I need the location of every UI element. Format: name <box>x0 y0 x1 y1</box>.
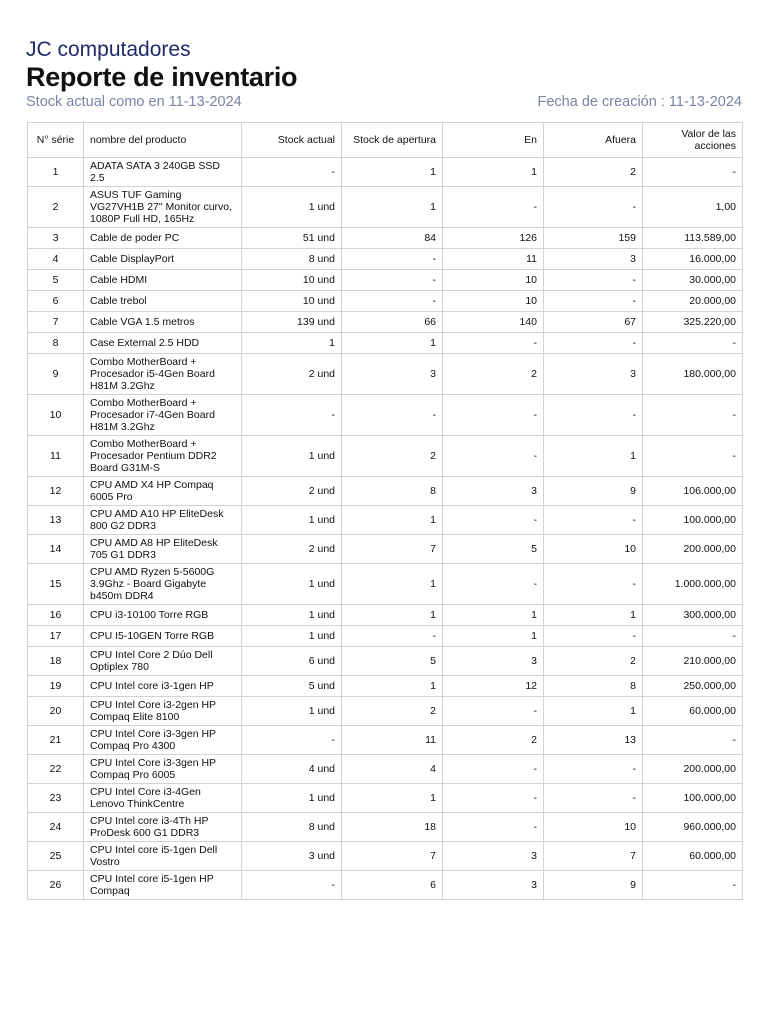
cell-out: 9 <box>544 477 643 506</box>
cell-serial: 6 <box>28 291 84 312</box>
cell-serial: 5 <box>28 270 84 291</box>
cell-product-name: CPU i3-10100 Torre RGB <box>84 605 242 626</box>
cell-current-stock: 3 und <box>242 842 342 871</box>
cell-opening-stock: 1 <box>342 187 443 228</box>
cell-out: 8 <box>544 676 643 697</box>
cell-opening-stock: 1 <box>342 333 443 354</box>
cell-serial: 11 <box>28 436 84 477</box>
cell-stock-value: 16.000,00 <box>643 249 743 270</box>
cell-opening-stock: 2 <box>342 697 443 726</box>
table-row <box>28 270 743 291</box>
cell-current-stock: 1 <box>242 333 342 354</box>
cell-product-name: Cable trebol <box>84 291 242 312</box>
table-row <box>28 605 743 626</box>
inventory-table <box>27 122 743 900</box>
cell-current-stock: 1 und <box>242 187 342 228</box>
cell-current-stock: 2 und <box>242 354 342 395</box>
table-row <box>28 626 743 647</box>
cell-in: - <box>443 187 544 228</box>
cell-stock-value: 30.000,00 <box>643 270 743 291</box>
cell-serial: 2 <box>28 187 84 228</box>
cell-opening-stock: 1 <box>342 564 443 605</box>
cell-product-name: CPU Intel Core i3-2gen HP Compaq Elite 8100 <box>84 697 242 726</box>
cell-stock-value: - <box>643 871 743 900</box>
cell-out: - <box>544 291 643 312</box>
cell-opening-stock: - <box>342 626 443 647</box>
table-row <box>28 395 743 436</box>
cell-in: - <box>443 784 544 813</box>
column-header-current-stock: Stock actual <box>242 123 342 158</box>
cell-serial: 7 <box>28 312 84 333</box>
cell-out: 7 <box>544 842 643 871</box>
table-row <box>28 312 743 333</box>
table-row <box>28 784 743 813</box>
cell-stock-value: 60.000,00 <box>643 697 743 726</box>
cell-product-name: CPU Intel Core i3-3gen HP Compaq Pro 6005 <box>84 755 242 784</box>
cell-serial: 18 <box>28 647 84 676</box>
cell-current-stock: 1 und <box>242 506 342 535</box>
cell-stock-value: - <box>643 436 743 477</box>
table-row <box>28 506 743 535</box>
cell-in: 3 <box>443 647 544 676</box>
cell-product-name: CPU Intel core i5-1gen HP Compaq <box>84 871 242 900</box>
cell-serial: 16 <box>28 605 84 626</box>
cell-opening-stock: - <box>342 395 443 436</box>
table-row <box>28 726 743 755</box>
table-row <box>28 158 743 187</box>
cell-in: 5 <box>443 535 544 564</box>
cell-product-name: ASUS TUF Gaming VG27VH1B 27" Monitor curvo, 1080P Full HD, 165Hz <box>84 187 242 228</box>
cell-opening-stock: 1 <box>342 158 443 187</box>
cell-in: - <box>443 395 544 436</box>
cell-opening-stock: 2 <box>342 436 443 477</box>
table-row <box>28 535 743 564</box>
cell-product-name: CPU Intel core i3-4Th HP ProDesk 600 G1 DDR3 <box>84 813 242 842</box>
cell-out: 1 <box>544 436 643 477</box>
cell-product-name: CPU AMD Ryzen 5-5600G 3.9Ghz - Board Gigabyte b450m DDR4 <box>84 564 242 605</box>
cell-in: - <box>443 813 544 842</box>
cell-serial: 24 <box>28 813 84 842</box>
cell-opening-stock: 18 <box>342 813 443 842</box>
stock-as-of-date: Stock actual como en 11-13-2024 <box>26 94 242 110</box>
cell-out: 2 <box>544 647 643 676</box>
cell-in: 2 <box>443 354 544 395</box>
column-header-product-name: nombre del producto <box>84 123 242 158</box>
cell-opening-stock: 66 <box>342 312 443 333</box>
cell-in: 1 <box>443 626 544 647</box>
cell-out: - <box>544 626 643 647</box>
cell-stock-value: 1,00 <box>643 187 743 228</box>
cell-serial: 23 <box>28 784 84 813</box>
cell-stock-value: 250.000,00 <box>643 676 743 697</box>
cell-out: - <box>544 187 643 228</box>
cell-serial: 4 <box>28 249 84 270</box>
cell-product-name: Combo MotherBoard + Procesador i7-4Gen Board H81M 3.2Ghz <box>84 395 242 436</box>
cell-serial: 14 <box>28 535 84 564</box>
cell-product-name: CPU Intel Core i3-3gen HP Compaq Pro 4300 <box>84 726 242 755</box>
cell-opening-stock: 1 <box>342 506 443 535</box>
cell-opening-stock: 3 <box>342 354 443 395</box>
table-row <box>28 564 743 605</box>
cell-product-name: Combo MotherBoard + Procesador Pentium DDR2 Board G31M-S <box>84 436 242 477</box>
cell-stock-value: 300.000,00 <box>643 605 743 626</box>
cell-current-stock: 1 und <box>242 697 342 726</box>
table-row <box>28 697 743 726</box>
cell-stock-value: 960.000,00 <box>643 813 743 842</box>
report-title: Reporte de inventario <box>26 62 298 92</box>
cell-current-stock: 51 und <box>242 228 342 249</box>
table-row <box>28 755 743 784</box>
cell-in: 10 <box>443 270 544 291</box>
cell-stock-value: 113.589,00 <box>643 228 743 249</box>
column-header-stock-value: Valor de las acciones <box>643 123 743 158</box>
cell-opening-stock: 7 <box>342 842 443 871</box>
cell-product-name: Cable DisplayPort <box>84 249 242 270</box>
cell-current-stock: 1 und <box>242 605 342 626</box>
cell-stock-value: 20.000,00 <box>643 291 743 312</box>
cell-serial: 22 <box>28 755 84 784</box>
cell-current-stock: - <box>242 395 342 436</box>
cell-stock-value: 325.220,00 <box>643 312 743 333</box>
cell-opening-stock: 4 <box>342 755 443 784</box>
cell-product-name: Cable VGA 1.5 metros <box>84 312 242 333</box>
cell-opening-stock: 1 <box>342 605 443 626</box>
cell-product-name: CPU I5-10GEN Torre RGB <box>84 626 242 647</box>
cell-current-stock: 139 und <box>242 312 342 333</box>
cell-in: 140 <box>443 312 544 333</box>
cell-out: - <box>544 784 643 813</box>
company-name: JC computadores <box>26 38 191 61</box>
cell-out: 2 <box>544 158 643 187</box>
cell-serial: 9 <box>28 354 84 395</box>
cell-out: - <box>544 333 643 354</box>
cell-current-stock: 2 und <box>242 535 342 564</box>
column-header-opening-stock: Stock de apertura <box>342 123 443 158</box>
cell-current-stock: 10 und <box>242 291 342 312</box>
cell-serial: 19 <box>28 676 84 697</box>
report-header <box>26 38 742 111</box>
table-row <box>28 871 743 900</box>
cell-current-stock: 6 und <box>242 647 342 676</box>
cell-opening-stock: 5 <box>342 647 443 676</box>
table-row <box>28 813 743 842</box>
cell-in: 1 <box>443 605 544 626</box>
cell-product-name: CPU AMD A8 HP EliteDesk 705 G1 DDR3 <box>84 535 242 564</box>
cell-current-stock: - <box>242 158 342 187</box>
table-row <box>28 477 743 506</box>
cell-product-name: Cable HDMI <box>84 270 242 291</box>
cell-stock-value: - <box>643 333 743 354</box>
cell-opening-stock: 84 <box>342 228 443 249</box>
cell-out: 13 <box>544 726 643 755</box>
cell-stock-value: 106.000,00 <box>643 477 743 506</box>
cell-serial: 26 <box>28 871 84 900</box>
cell-serial: 25 <box>28 842 84 871</box>
cell-in: 10 <box>443 291 544 312</box>
cell-current-stock: 10 und <box>242 270 342 291</box>
cell-serial: 1 <box>28 158 84 187</box>
cell-out: 10 <box>544 535 643 564</box>
cell-stock-value: 100.000,00 <box>643 784 743 813</box>
table-row <box>28 228 743 249</box>
cell-in: - <box>443 436 544 477</box>
cell-opening-stock: 1 <box>342 676 443 697</box>
cell-out: 3 <box>544 354 643 395</box>
cell-current-stock: 1 und <box>242 784 342 813</box>
report-subtitle-row <box>26 93 742 111</box>
cell-serial: 21 <box>28 726 84 755</box>
cell-in: - <box>443 755 544 784</box>
cell-current-stock: 5 und <box>242 676 342 697</box>
cell-product-name: CPU Intel core i5-1gen Dell Vostro <box>84 842 242 871</box>
column-header-in: En <box>443 123 544 158</box>
cell-out: - <box>544 564 643 605</box>
cell-in: 3 <box>443 477 544 506</box>
cell-opening-stock: 7 <box>342 535 443 564</box>
cell-current-stock: 8 und <box>242 813 342 842</box>
cell-opening-stock: - <box>342 249 443 270</box>
cell-stock-value: 200.000,00 <box>643 535 743 564</box>
cell-product-name: CPU AMD A10 HP EliteDesk 800 G2 DDR3 <box>84 506 242 535</box>
cell-product-name: CPU Intel core i3-1gen HP <box>84 676 242 697</box>
cell-serial: 8 <box>28 333 84 354</box>
cell-opening-stock: 8 <box>342 477 443 506</box>
cell-in: 2 <box>443 726 544 755</box>
cell-product-name: CPU Intel Core i3-4Gen Lenovo ThinkCentre <box>84 784 242 813</box>
cell-serial: 10 <box>28 395 84 436</box>
cell-opening-stock: - <box>342 270 443 291</box>
cell-current-stock: - <box>242 871 342 900</box>
cell-out: - <box>544 755 643 784</box>
cell-current-stock: 1 und <box>242 564 342 605</box>
cell-serial: 15 <box>28 564 84 605</box>
table-row <box>28 354 743 395</box>
table-row <box>28 333 743 354</box>
cell-stock-value: - <box>643 626 743 647</box>
cell-out: 3 <box>544 249 643 270</box>
cell-opening-stock: 6 <box>342 871 443 900</box>
cell-stock-value: 200.000,00 <box>643 755 743 784</box>
cell-in: - <box>443 333 544 354</box>
cell-out: - <box>544 270 643 291</box>
cell-in: 12 <box>443 676 544 697</box>
cell-stock-value: 60.000,00 <box>643 842 743 871</box>
cell-serial: 20 <box>28 697 84 726</box>
cell-stock-value: 100.000,00 <box>643 506 743 535</box>
cell-stock-value: 180.000,00 <box>643 354 743 395</box>
cell-stock-value: - <box>643 395 743 436</box>
cell-in: 1 <box>443 158 544 187</box>
cell-stock-value: - <box>643 158 743 187</box>
column-header-serial: N° série <box>28 123 84 158</box>
table-row <box>28 187 743 228</box>
cell-product-name: Combo MotherBoard + Procesador i5-4Gen Board H81M 3.2Ghz <box>84 354 242 395</box>
cell-current-stock: 4 und <box>242 755 342 784</box>
cell-current-stock: 8 und <box>242 249 342 270</box>
table-row <box>28 842 743 871</box>
cell-stock-value: 1.000.000,00 <box>643 564 743 605</box>
cell-out: 1 <box>544 605 643 626</box>
cell-current-stock: 2 und <box>242 477 342 506</box>
cell-out: - <box>544 506 643 535</box>
cell-product-name: Case External 2.5 HDD <box>84 333 242 354</box>
table-row <box>28 647 743 676</box>
cell-serial: 13 <box>28 506 84 535</box>
cell-serial: 12 <box>28 477 84 506</box>
cell-out: 67 <box>544 312 643 333</box>
cell-current-stock: 1 und <box>242 626 342 647</box>
cell-in: 126 <box>443 228 544 249</box>
cell-in: 11 <box>443 249 544 270</box>
cell-out: 1 <box>544 697 643 726</box>
table-row <box>28 291 743 312</box>
table-row <box>28 676 743 697</box>
creation-date: Fecha de creación : 11-13-2024 <box>537 94 742 110</box>
cell-in: 3 <box>443 842 544 871</box>
table-row <box>28 436 743 477</box>
cell-product-name: Cable de poder PC <box>84 228 242 249</box>
cell-product-name: ADATA SATA 3 240GB SSD 2.5 <box>84 158 242 187</box>
cell-in: - <box>443 506 544 535</box>
cell-product-name: CPU AMD X4 HP Compaq 6005 Pro <box>84 477 242 506</box>
cell-in: - <box>443 697 544 726</box>
cell-opening-stock: 1 <box>342 784 443 813</box>
cell-current-stock: - <box>242 726 342 755</box>
cell-serial: 17 <box>28 626 84 647</box>
cell-out: 10 <box>544 813 643 842</box>
cell-out: - <box>544 395 643 436</box>
table-header-row <box>28 123 743 158</box>
cell-in: 3 <box>443 871 544 900</box>
cell-product-name: CPU Intel Core 2 Dúo Dell Optiplex 780 <box>84 647 242 676</box>
cell-current-stock: 1 und <box>242 436 342 477</box>
cell-serial: 3 <box>28 228 84 249</box>
cell-out: 9 <box>544 871 643 900</box>
cell-stock-value: - <box>643 726 743 755</box>
table-row <box>28 249 743 270</box>
cell-in: - <box>443 564 544 605</box>
cell-out: 159 <box>544 228 643 249</box>
cell-stock-value: 210.000,00 <box>643 647 743 676</box>
column-header-out: Afuera <box>544 123 643 158</box>
cell-opening-stock: - <box>342 291 443 312</box>
cell-opening-stock: 11 <box>342 726 443 755</box>
